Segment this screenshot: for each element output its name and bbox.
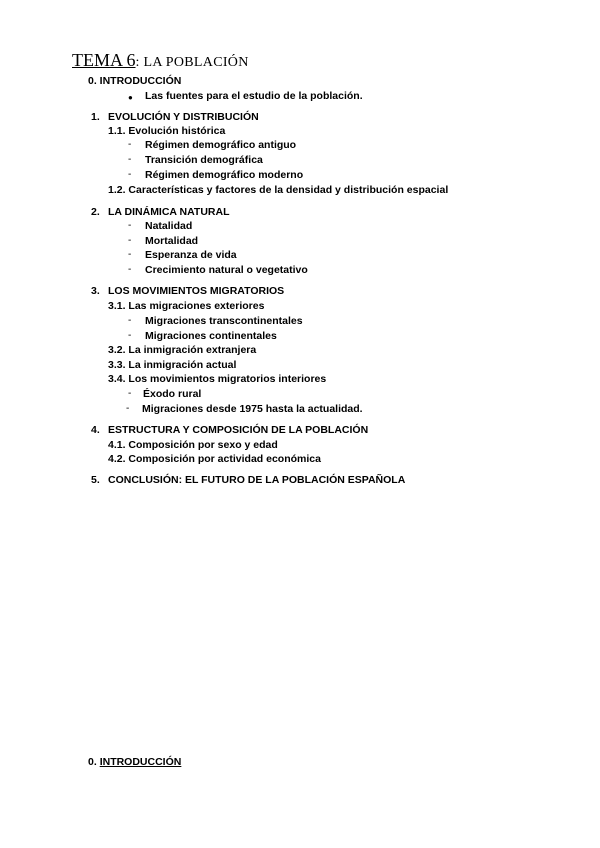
section-heading: EVOLUCIÓN Y DISTRIBUCIÓN xyxy=(108,111,259,123)
next-section-heading xyxy=(88,756,181,768)
bullet-icon: ● xyxy=(128,93,133,102)
next-section-number: 0. xyxy=(88,756,100,768)
subsection-heading: 1.2. Características y factores de la densidad y distribución espacial xyxy=(108,184,449,196)
dash-icon: - xyxy=(128,169,132,180)
title-rest: : LA POBLACIÓN xyxy=(135,55,249,70)
list-item: Crecimiento natural o vegetativo xyxy=(145,264,308,276)
intro-bullet: Las fuentes para el estudio de la población. xyxy=(145,90,363,102)
list-item: Régimen demográfico antiguo xyxy=(145,139,297,151)
next-section-title: INTRODUCCIÓN xyxy=(99,756,182,768)
subsection-heading: 3.3. La inmigración actual xyxy=(108,359,237,371)
section-number: 3. xyxy=(91,285,100,297)
dash-icon: - xyxy=(128,315,132,326)
section-heading: CONCLUSIÓN: EL FUTURO DE LA POBLACIÓN ESPAÑOLA xyxy=(108,474,406,486)
list-item: Régimen demográfico moderno xyxy=(145,169,304,181)
section-number: 1. xyxy=(91,111,100,123)
dash-icon: - xyxy=(128,249,132,260)
list-item: Mortalidad xyxy=(145,235,199,247)
subsection-heading: 3.2. La inmigración extranjera xyxy=(108,344,257,356)
section-number: 2. xyxy=(91,206,100,218)
list-item: Éxodo rural xyxy=(143,388,202,400)
subsection-heading: 4.1. Composición por sexo y edad xyxy=(108,439,278,451)
subsection-heading: 3.4. Los movimientos migratorios interiores xyxy=(108,373,327,385)
dash-icon: - xyxy=(128,220,132,231)
list-item: Esperanza de vida xyxy=(145,249,237,261)
dash-icon: - xyxy=(128,330,132,341)
dash-icon: - xyxy=(128,264,132,275)
list-item: Migraciones transcontinentales xyxy=(145,315,303,327)
page-title xyxy=(72,50,249,71)
section-heading: LOS MOVIMIENTOS MIGRATORIOS xyxy=(108,285,285,297)
intro-heading: 0. INTRODUCCIÓN xyxy=(88,75,182,87)
section-heading: LA DINÁMICA NATURAL xyxy=(108,206,230,218)
dash-icon: - xyxy=(128,139,132,150)
subsection-heading: 4.2. Composición por actividad económica xyxy=(108,453,321,465)
dash-icon: - xyxy=(126,403,130,414)
list-item: Migraciones continentales xyxy=(145,330,277,342)
subsection-heading: 1.1. Evolución histórica xyxy=(108,125,226,137)
title-tema: TEMA 6 xyxy=(72,50,136,70)
section-heading: ESTRUCTURA Y COMPOSICIÓN DE LA POBLACIÓN xyxy=(108,424,369,436)
list-item: Natalidad xyxy=(145,220,193,232)
section-number: 5. xyxy=(91,474,100,486)
list-item: Migraciones desde 1975 hasta la actualidad. xyxy=(142,403,363,415)
dash-icon: - xyxy=(128,388,132,399)
list-item: Transición demográfica xyxy=(145,154,263,166)
dash-icon: - xyxy=(128,154,132,165)
dash-icon: - xyxy=(128,235,132,246)
section-number: 4. xyxy=(91,424,100,436)
subsection-heading: 3.1. Las migraciones exteriores xyxy=(108,300,265,312)
